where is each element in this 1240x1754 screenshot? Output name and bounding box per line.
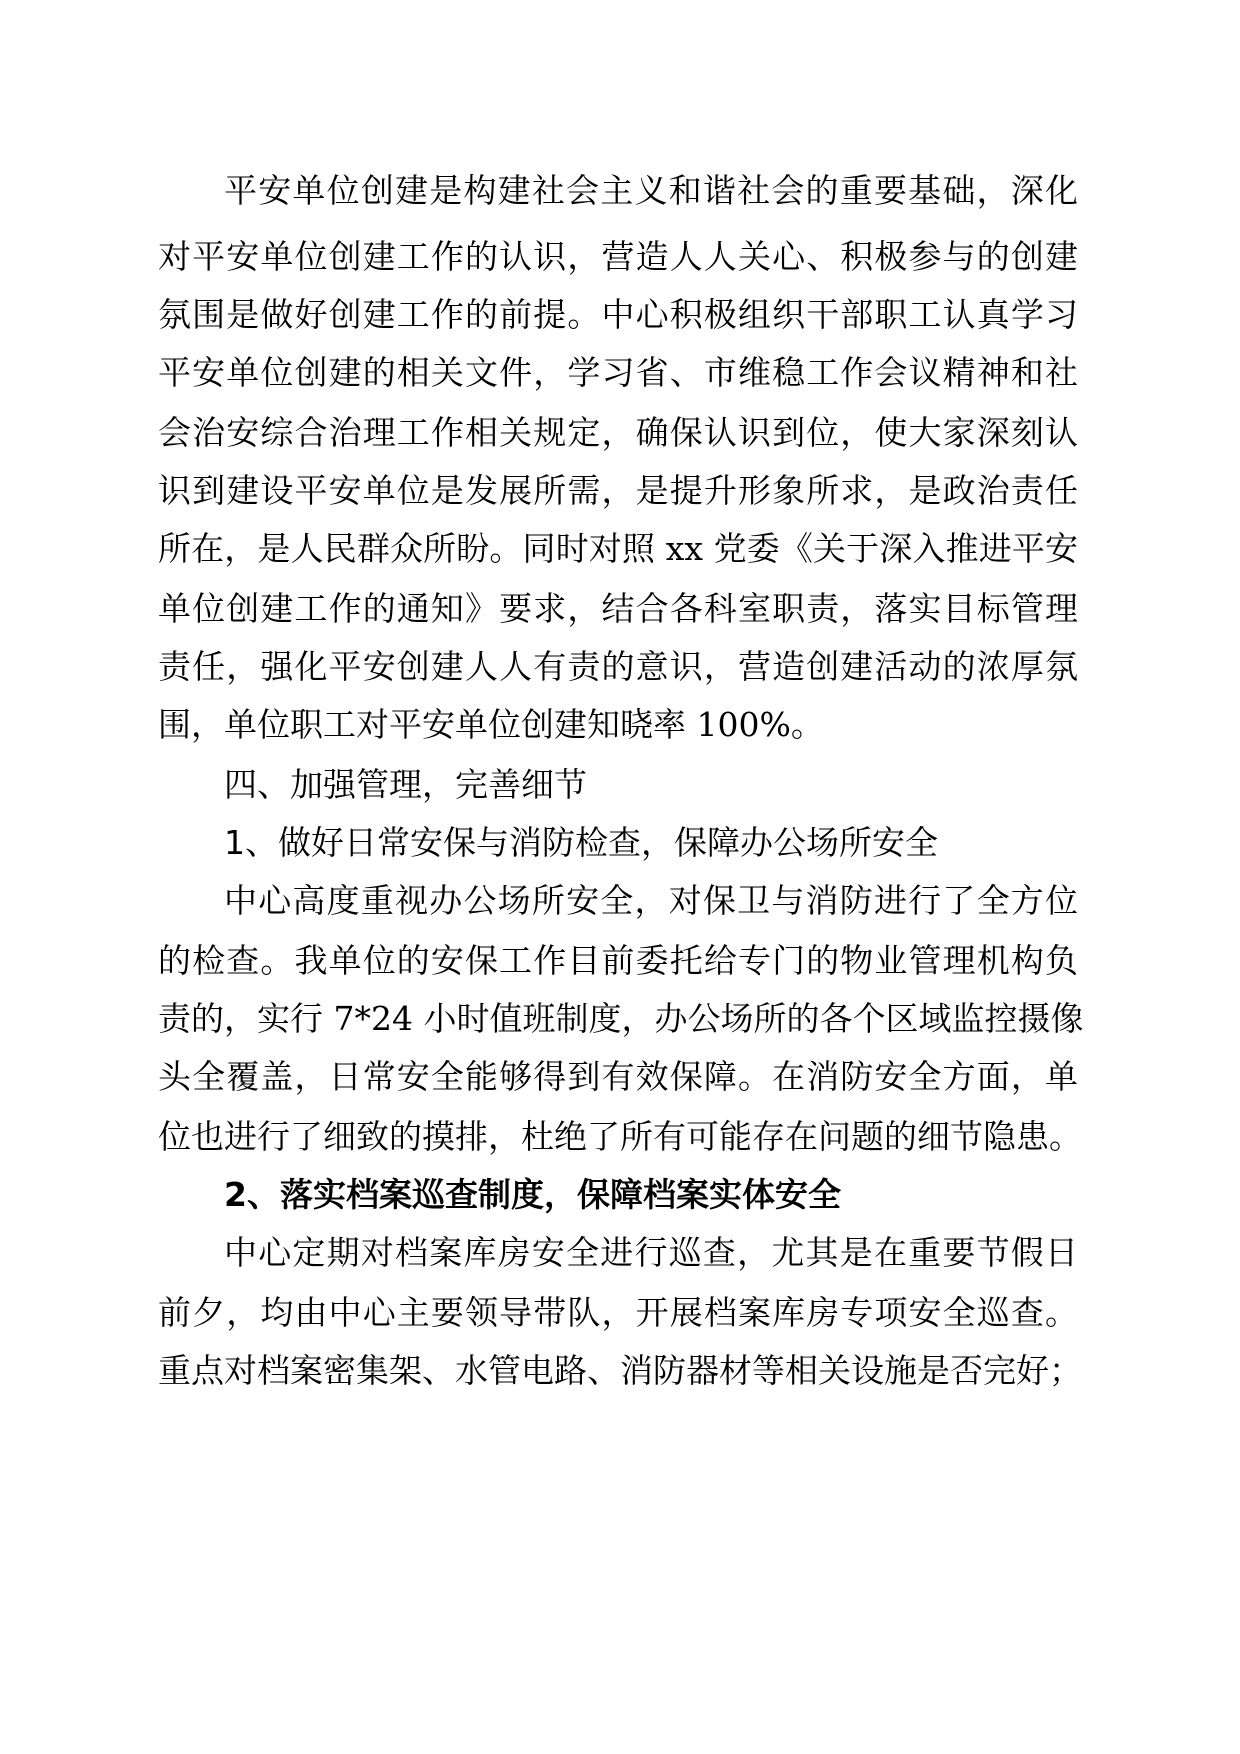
subsection-heading: 2、落实档案巡查制度，保障档案实体安全	[224, 1175, 841, 1214]
paragraph-line: 前夕，均由中心主要领导带队，开展档案库房专项安全巡查。	[158, 1293, 1078, 1332]
paragraph-line: 平安单位创建是构建社会主义和谐社会的重要基础，深化	[224, 171, 1078, 210]
section-heading: 四、加强管理，完善细节	[224, 765, 587, 804]
paragraph-line: 会治安综合治理工作相关规定，确保认识到位，使大家深刻认	[158, 413, 1078, 452]
paragraph-line: 位也进行了细致的摸排，杜绝了所有可能存在问题的细节隐患。	[158, 1117, 1082, 1156]
subsection-heading: 1、做好日常安保与消防检查，保障办公场所安全	[224, 823, 938, 862]
paragraph-line: 识到建设平安单位是发展所需，是提升形象所求，是政治责任	[158, 471, 1078, 510]
paragraph-line: 的检查。我单位的安保工作目前委托给专门的物业管理机构负	[158, 941, 1078, 980]
paragraph-line: 中心高度重视办公场所安全，对保卫与消防进行了全方位	[224, 881, 1078, 920]
paragraph-line: 所在，是人民群众所盼。同时对照 xx 党委《关于深入推进平安	[158, 529, 1078, 568]
paragraph-line: 重点对档案密集架、水管电路、消防器材等相关设施是否完好；	[158, 1351, 1082, 1390]
paragraph-line: 责任，强化平安创建人人有责的意识，营造创建活动的浓厚氛	[158, 647, 1078, 686]
paragraph-line: 围，单位职工对平安单位创建知晓率 100%。	[158, 705, 824, 744]
paragraph-line: 头全覆盖，日常安全能够得到有效保障。在消防安全方面，单	[158, 1057, 1078, 1096]
paragraph-line: 单位创建工作的通知》要求，结合各科室职责，落实目标管理	[158, 589, 1078, 628]
paragraph-line: 平安单位创建的相关文件，学习省、市维稳工作会议精神和社	[158, 353, 1078, 392]
paragraph-line: 氛围是做好创建工作的前提。中心积极组织干部职工认真学习	[158, 295, 1078, 334]
paragraph-line: 责的，实行 7*24 小时值班制度，办公场所的各个区域监控摄像	[158, 999, 1084, 1038]
paragraph-line: 中心定期对档案库房安全进行巡查，尤其是在重要节假日	[224, 1233, 1078, 1272]
paragraph-line: 对平安单位创建工作的认识，营造人人关心、积极参与的创建	[158, 237, 1078, 276]
